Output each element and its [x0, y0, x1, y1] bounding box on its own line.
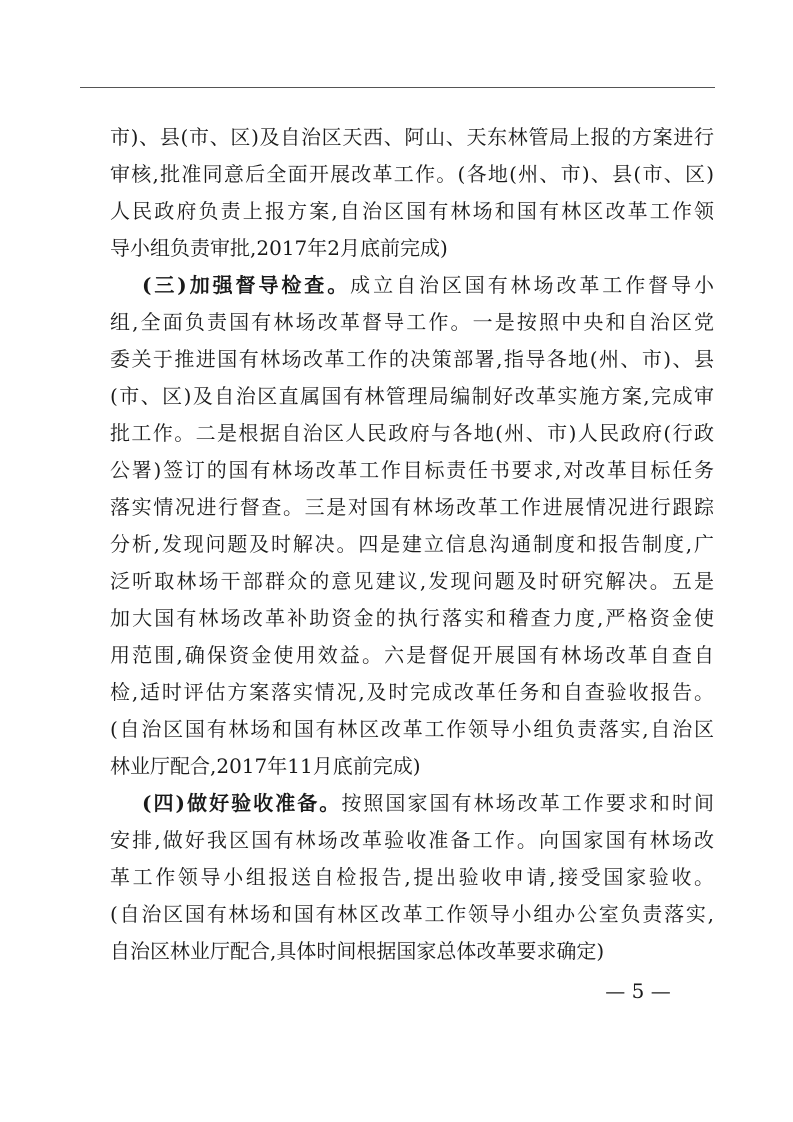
text-line: 批工作。二是根据自治区人民政府与各地(州、市)人民政府(行政	[110, 421, 714, 445]
text-line: (自治区国有林场和国有林区改革工作领导小组办公室负责落实,	[110, 902, 714, 926]
text-line: (市、区)及自治区直属国有林管理局编制好改革实施方案,完成审	[110, 384, 714, 408]
text-line: 自治区林业厅配合,具体时间根据国家总体改革要求确定)	[110, 939, 605, 963]
header-rule	[80, 87, 715, 88]
text-line: 用范围,确保资金使用效益。六是督促开展国有林场改革自查自	[110, 643, 714, 667]
text-line: 组,全面负责国有林场改革督导工作。一是按照中央和自治区党	[110, 310, 714, 334]
paragraph-first-line	[142, 268, 714, 302]
paragraph-first-line	[142, 786, 714, 820]
section-heading: (四)做好验收准备。	[142, 791, 342, 815]
text-span: 成立自治区国有林场改革工作督导小	[350, 273, 714, 297]
text-line: 公署)签订的国有林场改革工作目标责任书要求,对改革目标任务	[110, 458, 714, 482]
section-heading: (三)加强督导检查。	[142, 273, 351, 297]
text-line: 市)、县(市、区)及自治区天西、阿山、天东林管局上报的方案进行	[110, 125, 714, 149]
text-line: 落实情况进行督查。三是对国有林场改革工作进展情况进行跟踪	[110, 495, 714, 519]
text-line: 安排,做好我区国有林场改革验收准备工作。向国家国有林场改	[110, 828, 714, 852]
text-line: (自治区国有林场和国有林区改革工作领导小组负责落实,自治区	[110, 717, 714, 741]
text-line: 泛听取林场干部群众的意见建议,发现问题及时研究解决。五是	[110, 569, 714, 593]
text-line: 林业厅配合,2017年11月底前完成)	[110, 754, 421, 778]
text-line: 委关于推进国有林场改革工作的决策部署,指导各地(州、市)、县	[110, 347, 714, 371]
text-line: 分析,发现问题及时解决。四是建立信息沟通制度和报告制度,广	[110, 532, 714, 556]
text-span: 按照国家国有林场改革工作要求和时间	[341, 791, 714, 815]
page-number: — 5 —	[605, 979, 671, 1003]
text-line: 革工作领导小组报送自检报告,提出验收申请,接受国家验收。	[110, 865, 714, 889]
text-line: 加大国有林场改革补助资金的执行落实和稽查力度,严格资金使	[110, 606, 714, 630]
text-line: 检,适时评估方案落实情况,及时完成改革任务和自查验收报告。	[110, 680, 714, 704]
text-line: 审核,批准同意后全面开展改革工作。(各地(州、市)、县(市、区)	[110, 162, 714, 186]
text-line: 导小组负责审批,2017年2月底前完成)	[110, 236, 448, 260]
text-line: 人民政府负责上报方案,自治区国有林场和国有林区改革工作领	[110, 199, 714, 223]
